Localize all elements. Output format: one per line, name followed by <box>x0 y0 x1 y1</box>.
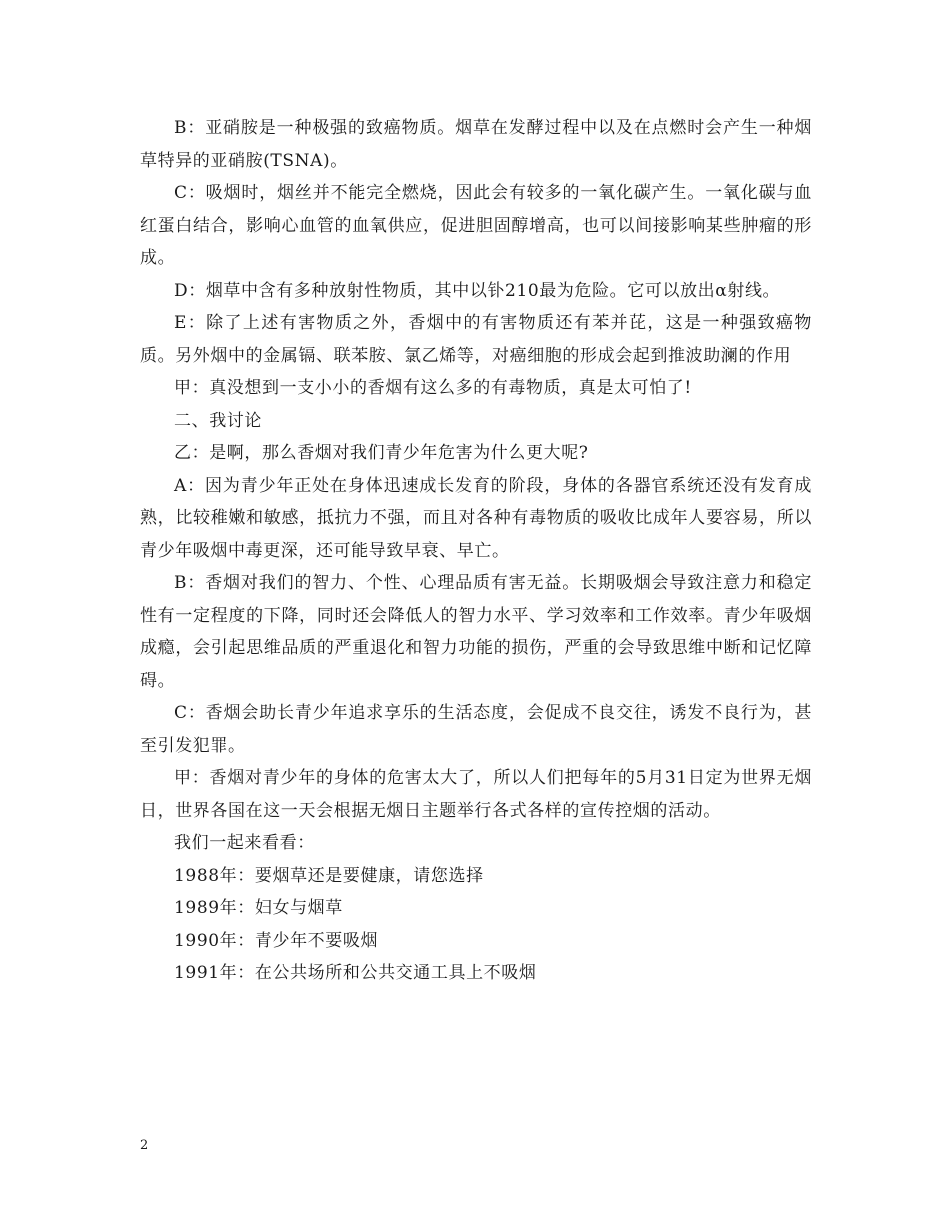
paragraph-yi-question: 乙：是啊，那么香烟对我们青少年危害为什么更大呢? <box>174 443 589 463</box>
paragraph-lets-look: 我们一起来看看： <box>174 833 315 853</box>
theme-1990: 1990年：青少年不要吸烟 <box>174 930 379 951</box>
paragraph-jia-remark: 甲：真没想到一支小小的香烟有这么多的有毒物质，真是太可怕了! <box>174 378 692 398</box>
paragraph-e-benzopyrene: E：除了上述有害物质之外，香烟中的有害物质还有苯并芘，这是一种强致癌物质。另外烟中的金属镉、联苯胺、氯乙烯等，对癌细胞的形成会起到推波助澜的作用 <box>140 313 812 366</box>
paragraph-jia-no-tobacco-day: 甲：香烟对青少年的身体的危害太大了，所以人们把每年的5月31日定为世界无烟日，世界各国在这一天会根据无烟日主题举行各式各样的宣传控烟的活动。 <box>140 768 812 821</box>
paragraph-c-carbon-monoxide: C：吸烟时，烟丝并不能完全燃烧，因此会有较多的一氧化碳产生。一氧化碳与血红蛋白结合，影响心血管的血氧供应，促进胆固醇增高，也可以间接影响某些肿瘤的形成。 <box>140 183 812 268</box>
theme-1989: 1989年：妇女与烟草 <box>174 898 343 918</box>
paragraph-b-nitrosamine: B：亚硝胺是一种极强的致癌物质。烟草在发酵过程中以及在点燃时会产生一种烟草特异的亚硝胺(TSNA)。 <box>140 118 812 171</box>
document-body <box>140 112 812 990</box>
paragraph-c-behavior: C：香烟会助长青少年追求享乐的生活态度，会促成不良交往，诱发不良行为，甚至引发犯罪。 <box>140 703 812 756</box>
page-number: 2 <box>140 1138 149 1153</box>
theme-1991: 1991年：在公共场所和公共交通工具上不吸烟 <box>174 963 537 983</box>
section-heading-discussion: 二、我讨论 <box>174 410 262 431</box>
paragraph-a-youth-body: A：因为青少年正处在身体迅速成长发育的阶段，身体的各器官系统还没有发育成熟，比较稚嫩和敏感，抵抗力不强，而且对各种有毒物质的吸收比成年人要容易，所以青少年吸烟中毒更深，还可能导致早衰、早亡。 <box>140 475 812 561</box>
paragraph-d-radioactive: D：烟草中含有多种放射性物质，其中以钋210最为危险。它可以放出α射线。 <box>174 280 781 301</box>
theme-1988: 1988年：要烟草还是要健康，请您选择 <box>174 865 484 886</box>
paragraph-b-intelligence: B：香烟对我们的智力、个性、心理品质有害无益。长期吸烟会导致注意力和稳定性有一定程度的下降，同时还会降低人的智力水平、学习效率和工作效率。青少年吸烟成瘾，会引起思维品质的严重退化和智力功能的损伤，严重的会导致思维中断和记忆障碍。 <box>140 573 812 691</box>
